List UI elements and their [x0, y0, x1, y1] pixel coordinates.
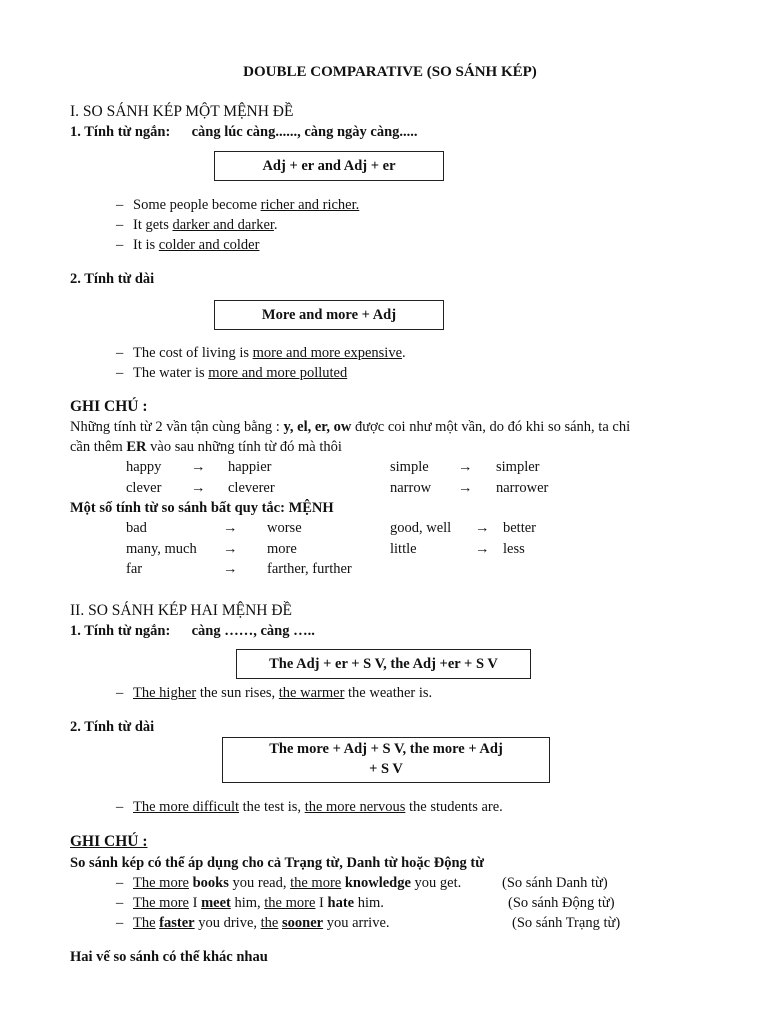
section-1-sub2-heading: 2. Tính từ dài [70, 271, 155, 288]
example-item: – The faster you drive, the sooner you arrive. (So sánh Trạng từ) [116, 913, 710, 933]
note-block-1 [70, 396, 710, 457]
examples-long-adj [70, 343, 710, 383]
example-item: – The cost of living is more and more expensive. [116, 343, 710, 363]
table-row: many, much → more little → less [126, 540, 525, 557]
note-intro: So sánh kép có thể áp dụng cho cả Trạng từ, Danh từ hoặc Động từ [70, 854, 484, 871]
table-row: bad → worse good, well → better [126, 520, 537, 537]
document-page [70, 62, 710, 981]
note-line-2: cần thêm ER vào sau những tính từ đó mà thôi [70, 439, 342, 456]
section-2-sub2-heading: 2. Tính từ dài [70, 719, 155, 736]
table-row: clever → cleverer narrow → narrower [126, 479, 549, 496]
examples-short-adj [70, 195, 710, 255]
note-block-2 [70, 831, 710, 872]
irregular-table [126, 518, 536, 580]
table-row: far → farther, further [126, 561, 352, 578]
note-examples [70, 873, 710, 933]
example-two-clause-long [70, 797, 710, 817]
sub1-label: 1. Tính từ ngắn: [70, 623, 171, 640]
note-footer: Hai vế so sánh có thể khác nhau [70, 948, 268, 965]
example-item: – The more difficult the test is, the more nervous the students are. [116, 797, 710, 817]
example-tag: (So sánh Danh từ) [502, 874, 608, 891]
document-title: DOUBLE COMPARATIVE (SO SÁNH KÉP) [243, 64, 537, 80]
sub1-meaning: càng lúc càng......, càng ngày càng..... [191, 124, 418, 141]
note-heading: GHI CHÚ : [70, 833, 148, 851]
formula-box-long-adj: More and more + Adj [214, 300, 444, 330]
sub1-meaning: càng ……, càng ….. [191, 623, 315, 640]
example-item: – The more books you read, the more knowledge you get. (So sánh Danh từ) [116, 873, 710, 893]
table-row: happy → happier simple → simpler [126, 459, 540, 476]
note-heading: GHI CHÚ : [70, 398, 148, 416]
irregular-heading: Một số tính từ so sánh bất quy tắc: MỆNH [70, 500, 334, 517]
er-pairs-table [126, 457, 548, 498]
formula-box-two-clause-short: The Adj + er + S V, the Adj +er + S V [236, 649, 531, 679]
example-tag: (So sánh Động từ) [508, 894, 615, 911]
section-2-heading: II. SO SÁNH KÉP HAI MỆNH ĐỀ [70, 601, 293, 619]
example-item: – The more I meet him, the more I hate him. (So sánh Động từ) [116, 893, 710, 913]
example-item: – It gets darker and darker. [116, 215, 710, 235]
example-item: – The water is more and more polluted [116, 363, 710, 383]
section-2-sub1-heading [70, 621, 710, 641]
example-tag: (So sánh Trạng từ) [512, 914, 621, 931]
example-item: – Some people become richer and richer. [116, 195, 710, 215]
section-1-sub1-heading [70, 122, 710, 142]
section-1-heading: I. SO SÁNH KÉP MỘT MỆNH ĐỀ [70, 102, 294, 120]
formula-box-two-clause-long: The more + Adj + S V, the more + Adj + S V [222, 737, 550, 783]
sub1-label: 1. Tính từ ngắn: [70, 124, 171, 141]
note-line-1: Những tính từ 2 vần tận cùng bằng : y, el, er, ow được coi như một vần, do đó khi so sánh, ta chỉ [70, 419, 631, 436]
example-item: – The higher the sun rises, the warmer the weather is. [116, 683, 710, 703]
formula-box-short-adj: Adj + er and Adj + er [214, 151, 444, 181]
example-two-clause-short [70, 683, 710, 703]
example-item: – It is colder and colder [116, 235, 710, 255]
